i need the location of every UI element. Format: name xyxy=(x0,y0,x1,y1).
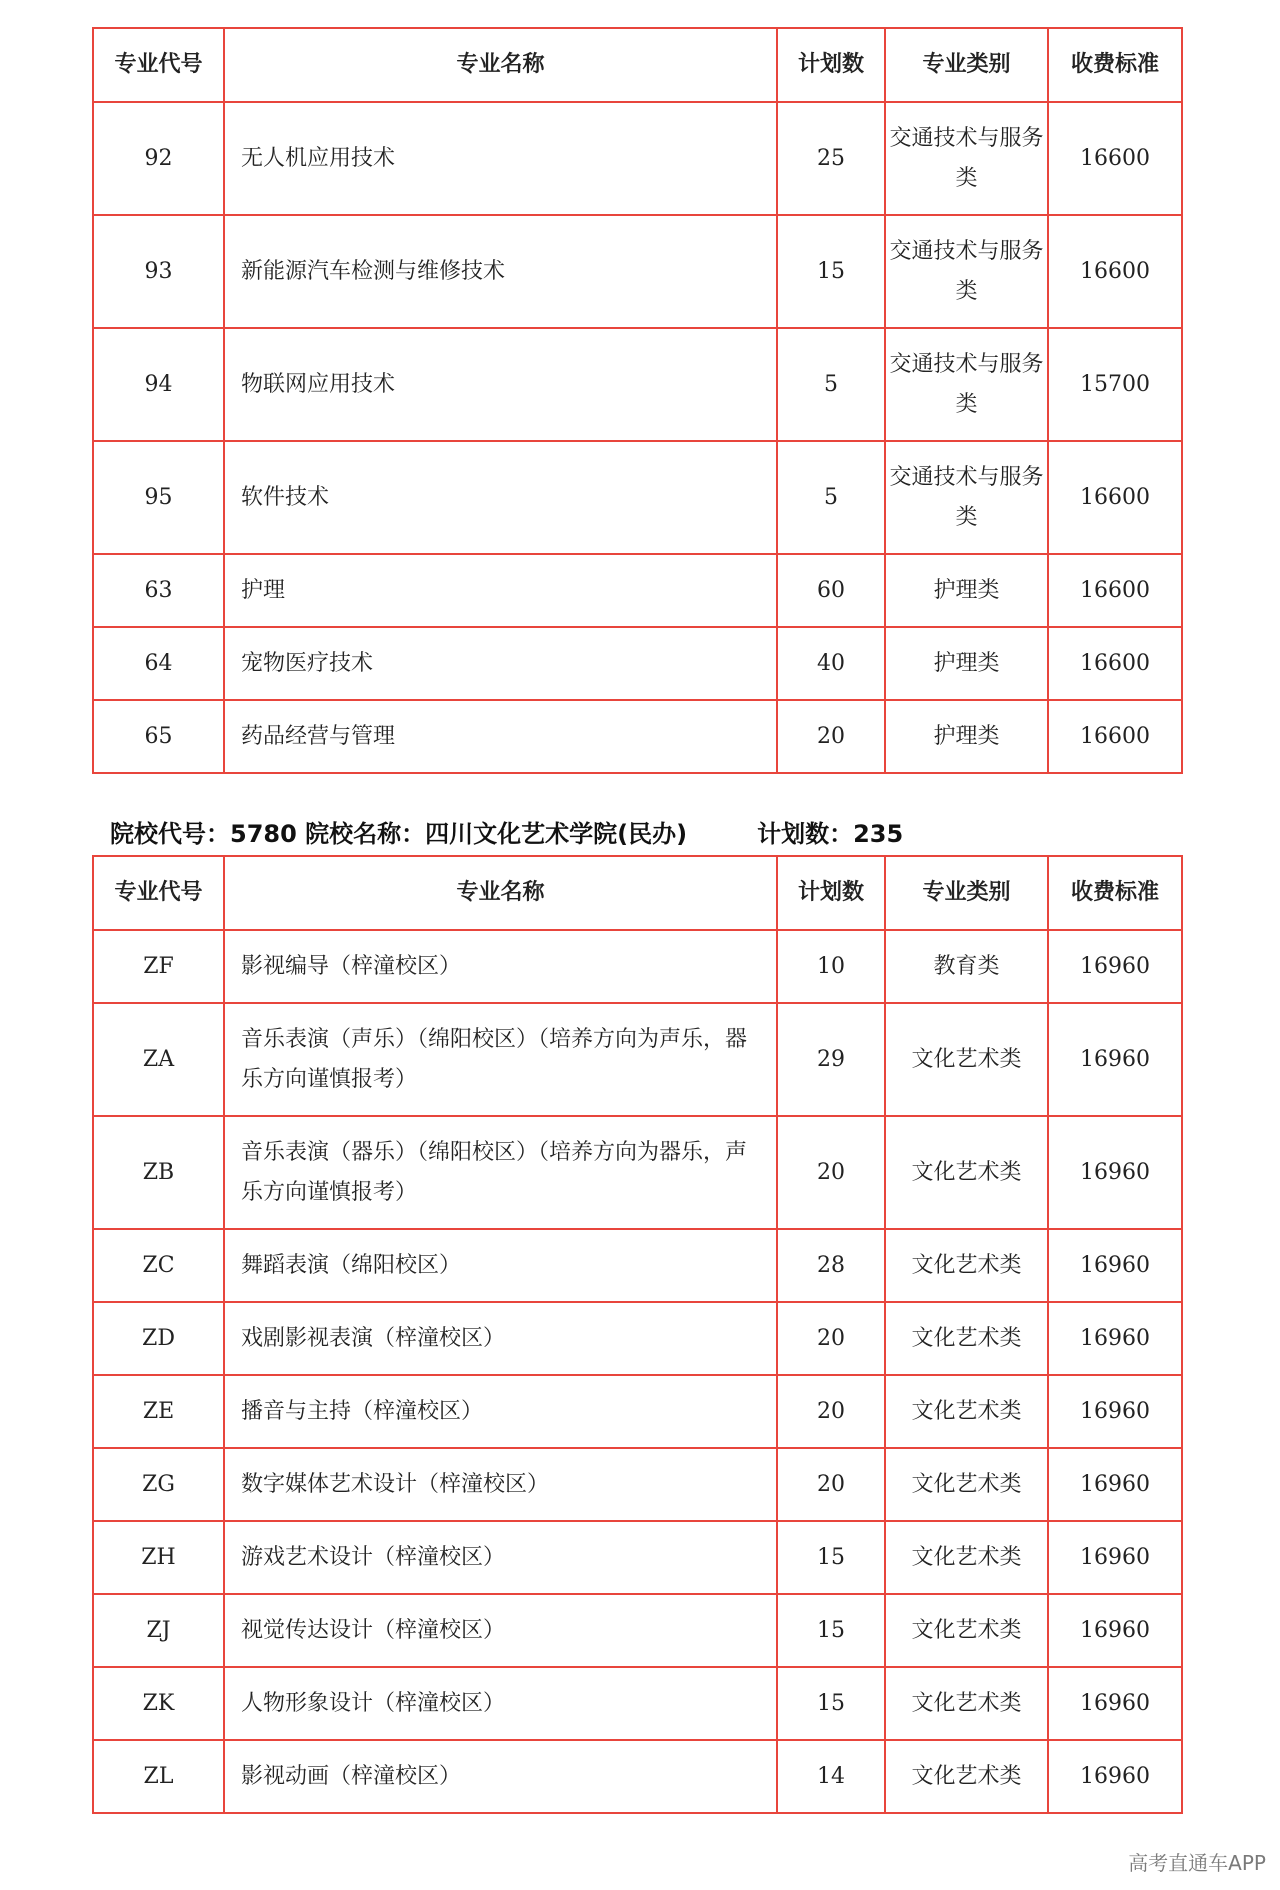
cell-fee: 16600 xyxy=(1048,441,1182,554)
cell-code: ZF xyxy=(93,930,224,1003)
cell-plan: 20 xyxy=(777,1302,885,1375)
cell-name: 影视编导（梓潼校区） xyxy=(224,930,777,1003)
cell-fee: 16960 xyxy=(1048,1448,1182,1521)
table-row xyxy=(93,627,1182,700)
table-row xyxy=(93,930,1182,1003)
cell-fee: 16960 xyxy=(1048,1740,1182,1813)
cell-code: ZB xyxy=(93,1116,224,1229)
cell-category: 交通技术与服务类 xyxy=(885,102,1048,215)
cell-plan: 25 xyxy=(777,102,885,215)
cell-fee: 16600 xyxy=(1048,215,1182,328)
header-row xyxy=(93,28,1182,102)
header-plan: 计划数 xyxy=(777,28,885,102)
header-name: 专业名称 xyxy=(224,856,777,930)
cell-code: 94 xyxy=(93,328,224,441)
cell-fee: 16600 xyxy=(1048,700,1182,773)
cell-category: 交通技术与服务类 xyxy=(885,215,1048,328)
cell-plan: 28 xyxy=(777,1229,885,1302)
cell-fee: 16960 xyxy=(1048,1116,1182,1229)
table-row xyxy=(93,1229,1182,1302)
cell-fee: 16960 xyxy=(1048,1521,1182,1594)
cell-code: 92 xyxy=(93,102,224,215)
cell-name: 播音与主持（梓潼校区） xyxy=(224,1375,777,1448)
cell-code: ZD xyxy=(93,1302,224,1375)
table-row xyxy=(93,1521,1182,1594)
cell-name: 药品经营与管理 xyxy=(224,700,777,773)
cell-fee: 16960 xyxy=(1048,1594,1182,1667)
cell-fee: 16960 xyxy=(1048,1302,1182,1375)
school-info-line xyxy=(110,814,903,849)
school-code: 院校代号：5780 xyxy=(110,820,297,848)
cell-name: 物联网应用技术 xyxy=(224,328,777,441)
cell-plan: 5 xyxy=(777,328,885,441)
table-row xyxy=(93,1667,1182,1740)
header-row xyxy=(93,856,1182,930)
cell-category: 文化艺术类 xyxy=(885,1375,1048,1448)
school-plan-total: 计划数：235 xyxy=(757,820,904,848)
cell-plan: 20 xyxy=(777,1116,885,1229)
cell-plan: 15 xyxy=(777,1667,885,1740)
cell-name: 宠物医疗技术 xyxy=(224,627,777,700)
header-category: 专业类别 xyxy=(885,28,1048,102)
cell-name: 数字媒体艺术设计（梓潼校区） xyxy=(224,1448,777,1521)
cell-code: ZL xyxy=(93,1740,224,1813)
cell-code: 64 xyxy=(93,627,224,700)
table-row xyxy=(93,215,1182,328)
school-name: 院校名称：四川文化艺术学院(民办) xyxy=(305,820,688,848)
cell-code: 93 xyxy=(93,215,224,328)
cell-fee: 16600 xyxy=(1048,554,1182,627)
table-row xyxy=(93,441,1182,554)
cell-category: 护理类 xyxy=(885,554,1048,627)
cell-code: ZE xyxy=(93,1375,224,1448)
table-row xyxy=(93,1003,1182,1116)
header-name: 专业名称 xyxy=(224,28,777,102)
header-plan: 计划数 xyxy=(777,856,885,930)
cell-fee: 15700 xyxy=(1048,328,1182,441)
cell-code: 95 xyxy=(93,441,224,554)
cell-name: 音乐表演（器乐）（绵阳校区）（培养方向为器乐，声乐方向谨慎报考） xyxy=(224,1116,777,1229)
cell-category: 交通技术与服务类 xyxy=(885,328,1048,441)
majors-table-1 xyxy=(92,27,1183,774)
cell-plan: 10 xyxy=(777,930,885,1003)
cell-plan: 5 xyxy=(777,441,885,554)
cell-name: 软件技术 xyxy=(224,441,777,554)
header-category: 专业类别 xyxy=(885,856,1048,930)
cell-category: 文化艺术类 xyxy=(885,1448,1048,1521)
table-row xyxy=(93,1448,1182,1521)
table-row xyxy=(93,1594,1182,1667)
cell-category: 文化艺术类 xyxy=(885,1740,1048,1813)
cell-plan: 15 xyxy=(777,1521,885,1594)
cell-category: 护理类 xyxy=(885,627,1048,700)
cell-name: 无人机应用技术 xyxy=(224,102,777,215)
cell-fee: 16960 xyxy=(1048,1375,1182,1448)
cell-category: 文化艺术类 xyxy=(885,1302,1048,1375)
header-code: 专业代号 xyxy=(93,856,224,930)
table-row xyxy=(93,1740,1182,1813)
cell-plan: 60 xyxy=(777,554,885,627)
cell-category: 文化艺术类 xyxy=(885,1521,1048,1594)
cell-plan: 15 xyxy=(777,215,885,328)
header-fee: 收费标准 xyxy=(1048,28,1182,102)
table-row xyxy=(93,554,1182,627)
cell-plan: 29 xyxy=(777,1003,885,1116)
cell-fee: 16960 xyxy=(1048,1667,1182,1740)
cell-name: 舞蹈表演（绵阳校区） xyxy=(224,1229,777,1302)
cell-name: 视觉传达设计（梓潼校区） xyxy=(224,1594,777,1667)
app-watermark: 高考直通车APP xyxy=(1128,1851,1266,1875)
cell-category: 文化艺术类 xyxy=(885,1229,1048,1302)
cell-plan: 40 xyxy=(777,627,885,700)
header-fee: 收费标准 xyxy=(1048,856,1182,930)
header-code: 专业代号 xyxy=(93,28,224,102)
cell-plan: 20 xyxy=(777,1448,885,1521)
cell-code: ZH xyxy=(93,1521,224,1594)
cell-code: ZA xyxy=(93,1003,224,1116)
cell-category: 教育类 xyxy=(885,930,1048,1003)
cell-name: 护理 xyxy=(224,554,777,627)
cell-code: 65 xyxy=(93,700,224,773)
cell-name: 戏剧影视表演（梓潼校区） xyxy=(224,1302,777,1375)
cell-category: 文化艺术类 xyxy=(885,1116,1048,1229)
cell-category: 文化艺术类 xyxy=(885,1667,1048,1740)
cell-name: 人物形象设计（梓潼校区） xyxy=(224,1667,777,1740)
cell-code: 63 xyxy=(93,554,224,627)
cell-category: 交通技术与服务类 xyxy=(885,441,1048,554)
table-row xyxy=(93,700,1182,773)
cell-code: ZJ xyxy=(93,1594,224,1667)
cell-plan: 20 xyxy=(777,1375,885,1448)
majors-table-2 xyxy=(92,855,1183,1814)
cell-fee: 16600 xyxy=(1048,102,1182,215)
cell-code: ZK xyxy=(93,1667,224,1740)
table-row xyxy=(93,328,1182,441)
cell-name: 影视动画（梓潼校区） xyxy=(224,1740,777,1813)
cell-plan: 14 xyxy=(777,1740,885,1813)
cell-name: 游戏艺术设计（梓潼校区） xyxy=(224,1521,777,1594)
cell-code: ZG xyxy=(93,1448,224,1521)
cell-category: 文化艺术类 xyxy=(885,1003,1048,1116)
cell-category: 文化艺术类 xyxy=(885,1594,1048,1667)
cell-name: 新能源汽车检测与维修技术 xyxy=(224,215,777,328)
cell-fee: 16960 xyxy=(1048,930,1182,1003)
table-row xyxy=(93,1116,1182,1229)
cell-category: 护理类 xyxy=(885,700,1048,773)
cell-fee: 16600 xyxy=(1048,627,1182,700)
cell-plan: 15 xyxy=(777,1594,885,1667)
cell-fee: 16960 xyxy=(1048,1229,1182,1302)
cell-plan: 20 xyxy=(777,700,885,773)
cell-fee: 16960 xyxy=(1048,1003,1182,1116)
table-row xyxy=(93,1375,1182,1448)
cell-name: 音乐表演（声乐）（绵阳校区）（培养方向为声乐，器乐方向谨慎报考） xyxy=(224,1003,777,1116)
table-row xyxy=(93,102,1182,215)
table-row xyxy=(93,1302,1182,1375)
cell-code: ZC xyxy=(93,1229,224,1302)
